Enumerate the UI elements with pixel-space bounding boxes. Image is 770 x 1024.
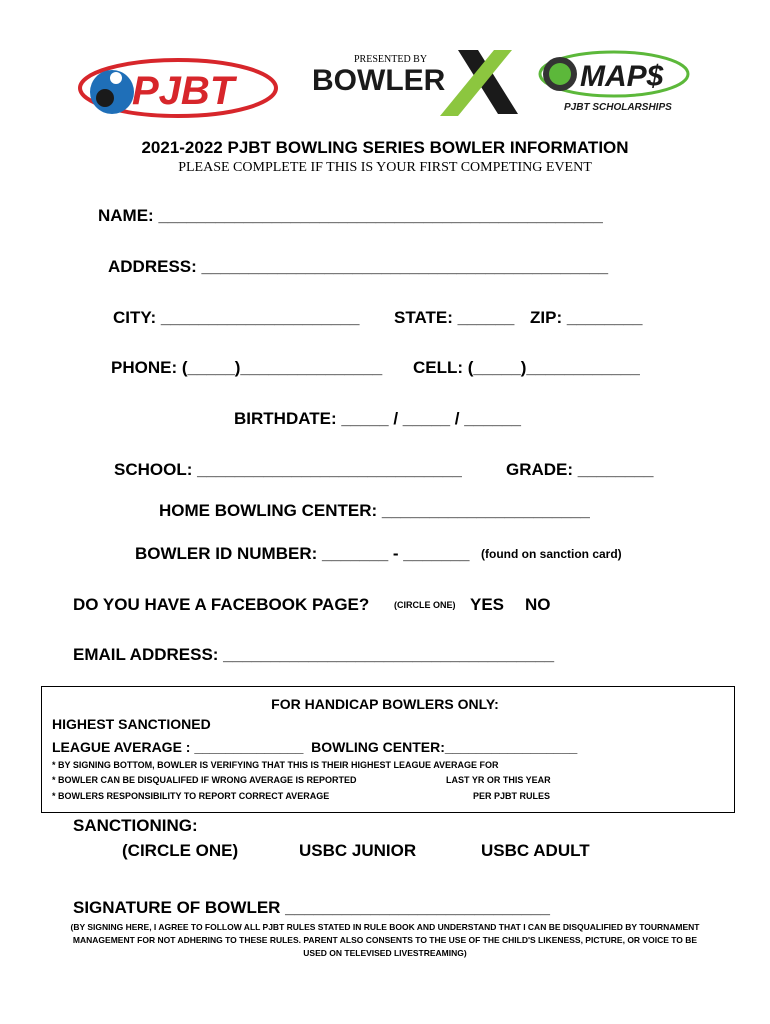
home-bowling-center-field[interactable]: HOME BOWLING CENTER: ______________________	[159, 501, 590, 520]
facebook-no-option[interactable]: NO	[525, 595, 551, 614]
facebook-question: DO YOU HAVE A FACEBOOK PAGE?	[73, 595, 370, 614]
disclaimer-line-2: MANAGEMENT FOR NOT ADHERING TO THESE RULES. PARENT ALSO CONSENTS TO THE USE OF THE CHILD'S LIKENESS, PICTURE, OR VOICE TO BE	[72, 935, 698, 945]
handicap-heading: FOR HANDICAP BOWLERS ONLY:	[271, 696, 499, 712]
city-field[interactable]: CITY: _____________________	[113, 308, 360, 327]
presented-by-text: PRESENTED BY	[354, 54, 428, 65]
disclaimer-line-1: (BY SIGNING HERE, I AGREE TO FOLLOW ALL PJBT RULES STATED IN RULE BOOK AND UNDERSTAND THAT I CAN BE DISQUALIFIED BY TOURNAMENT	[70, 922, 700, 932]
usbc-adult-option[interactable]: USBC ADULT	[481, 841, 590, 860]
facebook-yes-option[interactable]: YES	[470, 595, 505, 614]
disclaimer-line-3: USED ON TELEVISED LIVESTREAMING)	[303, 948, 467, 958]
sanctioning-circle-one: (CIRCLE ONE)	[122, 841, 239, 860]
bowler-id-field[interactable]: BOWLER ID NUMBER: _______ - _______	[135, 544, 470, 563]
zip-field[interactable]: ZIP: ________	[530, 308, 643, 327]
bowlerx-logo	[308, 46, 518, 118]
league-average-field[interactable]: LEAGUE AVERAGE : ______________ BOWLING CENTER:_________________	[52, 739, 578, 755]
email-field[interactable]: EMAIL ADDRESS: ___________________________________	[73, 645, 555, 664]
handicap-note-3b: PER PJBT RULES	[473, 791, 551, 801]
handicap-note-3: * BOWLERS RESPONSIBILITY TO REPORT CORRECT AVERAGE	[52, 791, 330, 801]
form-title: 2021-2022 PJBT BOWLING SERIES BOWLER INFORMATION	[141, 138, 629, 157]
maps-logo-text: MAP$	[580, 60, 664, 93]
cell-field[interactable]: CELL: (_____)____________	[413, 358, 640, 377]
maps-scholarships-text: PJBT SCHOLARSHIPS	[564, 102, 672, 113]
signature-field[interactable]: SIGNATURE OF BOWLER ____________________________	[73, 898, 550, 917]
bowler-text: BOWLER	[312, 64, 446, 97]
state-field[interactable]: STATE: ______	[394, 308, 515, 327]
address-field[interactable]: ADDRESS: ___________________________________________	[108, 257, 609, 276]
birthdate-field[interactable]: BIRTHDATE: _____ / _____ / ______	[234, 409, 521, 428]
handicap-note-2b: LAST YR OR THIS YEAR	[446, 775, 551, 785]
form-subtitle: PLEASE COMPLETE IF THIS IS YOUR FIRST COMPETING EVENT	[178, 160, 592, 175]
phone-field[interactable]: PHONE: (_____)_______________	[111, 358, 383, 377]
name-field[interactable]: NAME: _______________________________________________	[98, 206, 603, 225]
handicap-note-2: * BOWLER CAN BE DISQUALIFED IF WRONG AVERAGE IS REPORTED	[52, 775, 357, 785]
x-mark: X	[308, 46, 309, 47]
handicap-note-1: * BY SIGNING BOTTOM, BOWLER IS VERIFYING THAT THIS IS THEIR HIGHEST LEAGUE AVERAGE FOR	[52, 760, 499, 770]
sanctioning-label: SANCTIONING:	[73, 816, 198, 835]
bowler-id-note: (found on sanction card)	[481, 547, 622, 561]
maps-logo	[538, 48, 690, 114]
usbc-junior-option[interactable]: USBC JUNIOR	[299, 841, 417, 860]
school-field[interactable]: SCHOOL: ____________________________	[114, 460, 462, 479]
facebook-circle-one: (CIRCLE ONE)	[394, 600, 456, 610]
pjbt-logo	[78, 54, 278, 118]
grade-field[interactable]: GRADE: ________	[506, 460, 654, 479]
highest-sanctioned-label: HIGHEST SANCTIONED	[52, 716, 211, 732]
pjbt-logo-text: PJBT	[132, 69, 235, 113]
